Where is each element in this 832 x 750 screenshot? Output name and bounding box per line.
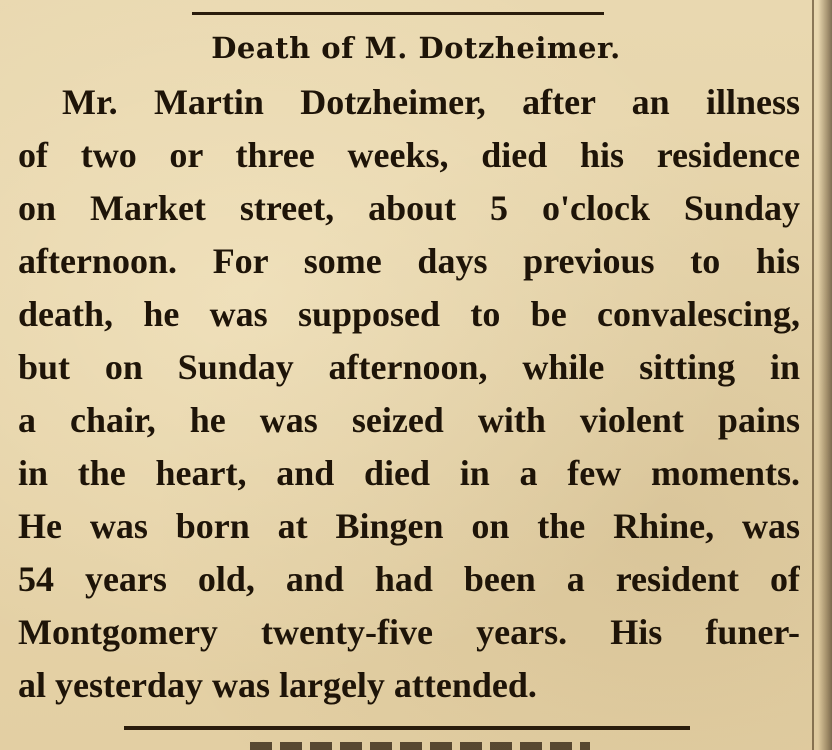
article-line-8: in the heart, and died in a few moments. [18,453,800,493]
next-article-heading-fragment [250,742,590,750]
top-divider-rule [192,12,604,15]
article-line-3: on Market street, about 5 o'clock Sunday [18,188,800,228]
article-line-6: but on Sunday afternoon, while sitting in [18,347,800,387]
column-rule [812,0,814,750]
page-edge-shadow [818,0,832,750]
article-line-9: He was born at Bingen on the Rhine, was [18,506,800,546]
bottom-divider-rule [124,726,690,730]
article-line-5: death, he was supposed to be convalescing, [18,294,800,334]
article-line-12: al yesterday was largely attended. [18,665,537,705]
article-line-2: of two or three weeks, died his residence [18,135,800,175]
article-line-10: 54 years old, and had been a resident of [18,559,800,599]
article-line-11: Montgomery twenty-five years. His funer- [18,612,800,652]
article-headline: Death of M. Dotzheimer. [211,31,621,65]
article-line-4: afternoon. For some days previous to his [18,241,800,281]
article-line-1: Mr. Martin Dotzheimer, after an illness [62,82,800,122]
article-line-7: a chair, he was seized with violent pains [18,400,800,440]
